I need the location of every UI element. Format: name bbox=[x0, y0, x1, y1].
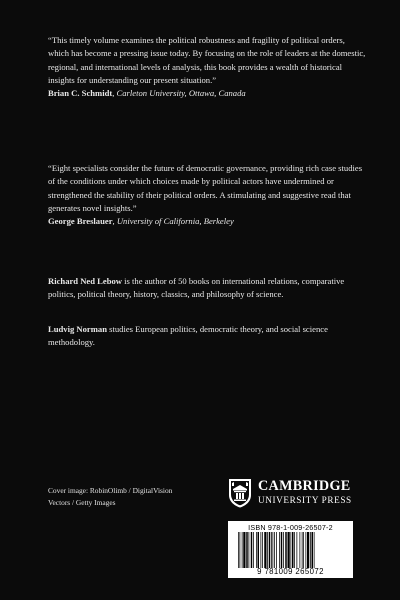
barcode-bar bbox=[287, 532, 289, 568]
barcode-bar bbox=[280, 532, 282, 568]
barcode-bar bbox=[268, 532, 270, 568]
cambridge-university-press-logo bbox=[228, 478, 353, 514]
barcode-bar bbox=[243, 532, 245, 568]
barcode-bar bbox=[299, 532, 300, 568]
author-bio-text: studies European politics, democratic theory, and social science methodology. bbox=[48, 324, 328, 348]
barcode-bar bbox=[283, 532, 284, 568]
barcode-bar bbox=[257, 532, 259, 568]
quote-affiliation: Carleton University, Ottawa, Canada bbox=[116, 88, 246, 99]
quote-text: “Eight specialists consider the future of democratic governance, providing rich case studies of the conditions under which choices made by political actors have undermined or strengthened the stability of their political orders. A stimulating and suggestive read that generates novel insights.” bbox=[48, 163, 363, 213]
quote-affiliation: University of California, Berkeley bbox=[116, 216, 234, 227]
barcode-bar bbox=[238, 532, 239, 568]
quote-author: George Breslauer bbox=[48, 216, 113, 227]
quote-attribution: George Breslauer, University of California, Berkeley bbox=[48, 216, 234, 227]
barcode-bar bbox=[271, 532, 272, 568]
barcode-digits: 9 781009 265072 bbox=[257, 567, 324, 576]
author-bio-1 bbox=[48, 275, 368, 302]
author-bio-2 bbox=[48, 323, 368, 350]
barcode-bar bbox=[276, 532, 277, 568]
cambridge-crest-icon bbox=[228, 478, 252, 508]
quote-attribution: Brian C. Schmidt, Carleton University, Ottawa, Canada bbox=[48, 88, 246, 99]
cover-image-credit: Cover image: RobinOlimb / DigitalVision Vectors / Getty Images bbox=[48, 486, 173, 507]
barcode-bar bbox=[279, 532, 280, 568]
quote-author: Brian C. Schmidt bbox=[48, 88, 113, 99]
barcode-bar bbox=[246, 532, 248, 568]
barcode-bar bbox=[290, 532, 291, 568]
barcode-bar bbox=[303, 532, 304, 568]
isbn-barcode bbox=[228, 521, 353, 578]
barcode-bar bbox=[296, 532, 297, 568]
author-bio-text: is the author of 50 books on international relations, comparative politics, political theory, history, classics, and philosophy of science. bbox=[48, 276, 345, 300]
barcode-bar bbox=[256, 532, 257, 568]
quote-text: “This timely volume examines the political robustness and fragility of political orders, which has become a pressing issue today. By focusing on the role of leaders at the domestic, regional, and international levels of analysis, this book provides a wealth of historical insights for understanding our present situation.” bbox=[48, 35, 366, 85]
barcode-bar bbox=[239, 532, 240, 568]
isbn-label: ISBN 978-1-009-26507-2 bbox=[248, 523, 333, 532]
author-name: Richard Ned Lebow bbox=[48, 276, 123, 286]
barcode-bar bbox=[313, 532, 314, 568]
barcode-bar bbox=[272, 532, 273, 568]
barcode-bar bbox=[262, 532, 263, 568]
publisher-subtitle: UNIVERSITY PRESS bbox=[258, 495, 352, 505]
barcode-bar bbox=[274, 532, 275, 568]
endorsement-quote-1 bbox=[48, 34, 368, 100]
barcode-bar bbox=[264, 532, 266, 568]
endorsement-quote-2 bbox=[48, 162, 368, 228]
publisher-name: CAMBRIDGE bbox=[258, 478, 351, 494]
barcode-bars bbox=[236, 532, 346, 568]
barcode-bar bbox=[301, 532, 302, 568]
barcode-bar bbox=[250, 532, 252, 568]
barcode-bar bbox=[260, 532, 261, 568]
barcode-bar bbox=[241, 532, 242, 568]
barcode-bar bbox=[311, 532, 313, 568]
barcode-bar bbox=[307, 532, 309, 568]
barcode-bar bbox=[248, 532, 249, 568]
barcode-bar bbox=[267, 532, 268, 568]
barcode-bar bbox=[253, 532, 254, 568]
barcode-bar bbox=[310, 532, 311, 568]
author-name: Ludvig Norman bbox=[48, 324, 107, 334]
barcode-bar bbox=[305, 532, 306, 568]
barcode-bar bbox=[294, 532, 295, 568]
barcode-bar bbox=[292, 532, 294, 568]
barcode-bar bbox=[285, 532, 287, 568]
